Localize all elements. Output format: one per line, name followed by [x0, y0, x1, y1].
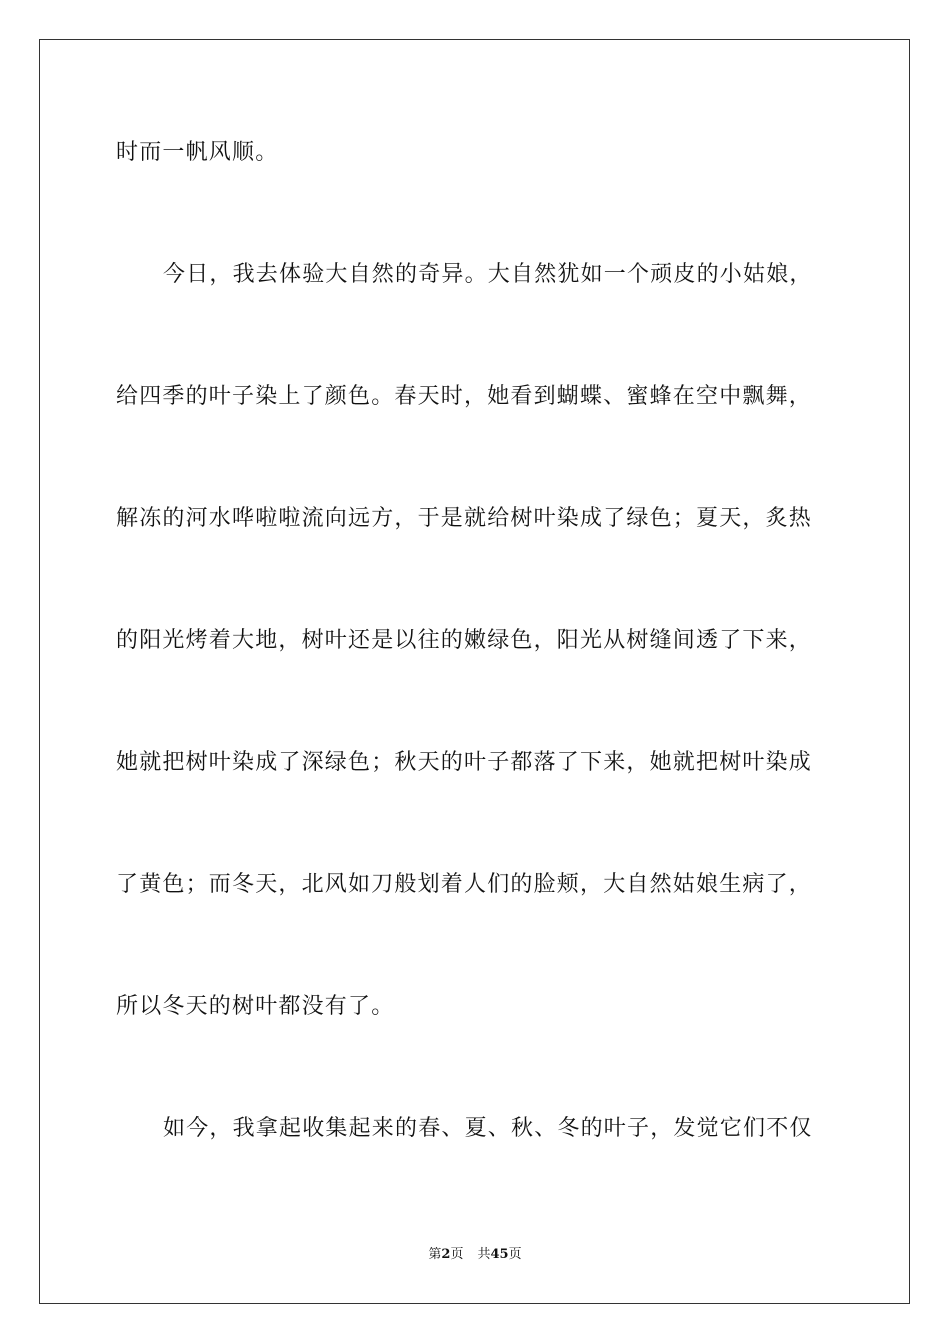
- text-line-3: 给四季的叶子染上了颜色。春天时，她看到蝴蝶、蜜蜂在空中飘舞，: [116, 384, 813, 409]
- text-line-8: 所以冬天的树叶都没有了。: [116, 994, 395, 1019]
- total-pages: 45: [490, 1247, 509, 1262]
- text-line-6: 她就把树叶染成了深绿色；秋天的叶子都落了下来，她就把树叶染成: [116, 750, 813, 775]
- text-line-1: 时而一帆风顺。: [116, 140, 279, 165]
- text-line-7: 了黄色；而冬天，北风如刀般划着人们的脸颊，大自然姑娘生病了，: [116, 872, 813, 897]
- page-footer: [0, 1246, 950, 1264]
- text-line-4: 解冻的河水哗啦啦流向远方，于是就给树叶染成了绿色；夏天，炙热: [116, 506, 813, 531]
- text-line-2: 今日，我去体验大自然的奇异。大自然犹如一个顽皮的小姑娘，: [163, 262, 813, 287]
- page-prefix: 第: [428, 1247, 442, 1262]
- page-number: 2: [441, 1247, 451, 1262]
- page-suffix: 页: [450, 1247, 464, 1262]
- text-line-5: 的阳光烤着大地，树叶还是以往的嫩绿色，阳光从树缝间透了下来，: [116, 628, 813, 653]
- total-prefix: 共: [477, 1247, 491, 1262]
- text-line-9: 如今，我拿起收集起来的春、夏、秋、冬的叶子，发觉它们不仅: [163, 1116, 813, 1141]
- total-suffix: 页: [508, 1247, 522, 1262]
